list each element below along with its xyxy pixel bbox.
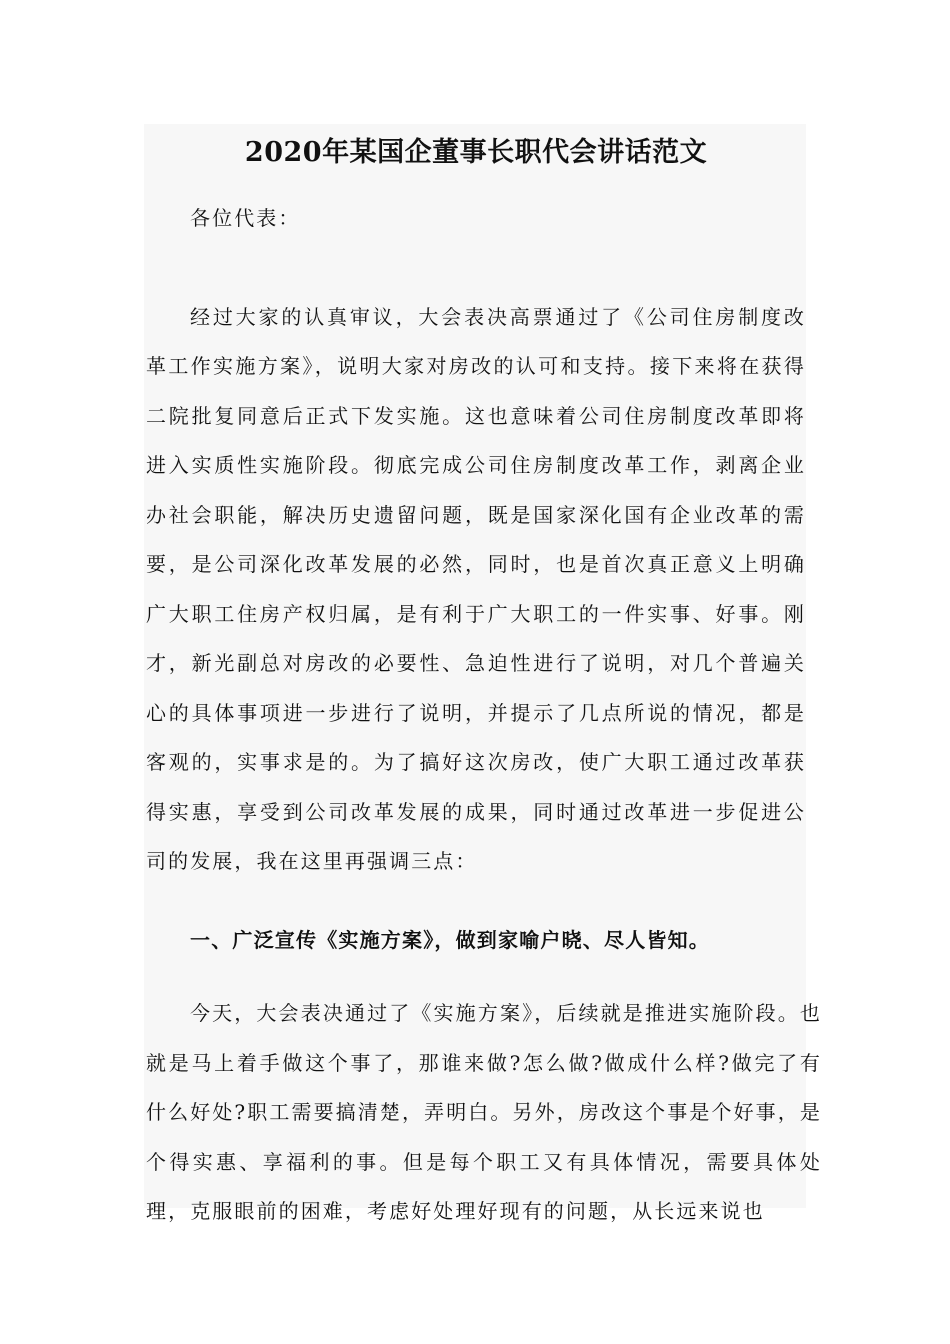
document-title: 2020年某国企董事长职代会讲话范文: [244, 137, 708, 168]
document-body: [146, 124, 822, 1237]
section-heading-1: 一、广泛宣传《实施方案》，做到家喻户晓、尽人皆知。: [190, 927, 710, 952]
paragraph-1: 经过大家的认真审议，大会表决高票通过了《公司住房制度改革工作实施方案》，说明大家对房改的认可和支持。接下来将在获得二院批复同意后正式下发实施。这也意味着公司住房制度改革即将进入实质性实施阶段。彻底完成公司住房制度改革工作，剥离企业办社会职能，解决历史遗留问题，既是国家深化国有企业改革的需要，是公司深化改革发展的必然，同时，也是首次真正意义上明确广大职工住房产权归属，是有利于广大职工的一件实事、好事。刚才，新光副总对房改的必要性、急迫性进行了说明，对几个普遍关心的具体事项进一步进行了说明，并提示了几点所说的情况，都是客观的，实事求是的。为了搞好这次房改，使广大职工通过改革获得实惠，享受到公司改革发展的成果，同时通过改革进一步促进公司的发展，我在这里再强调三点：: [146, 304, 806, 873]
paragraph-2: 今天，大会表决通过了《实施方案》，后续就是推进实施阶段。也就是马上着手做这个事了，那谁来做?怎么做?做成什么样?做完了有什么好处?职工需要搞清楚，弄明白。另外，房改这个事是个好事，是个得实惠、享福利的事。但是每个职工又有具体情况，需要具体处理，克服眼前的困难，考虑好处理好现有的问题，从长远来说也: [146, 1001, 822, 1223]
salutation: 各位代表：: [190, 206, 301, 230]
